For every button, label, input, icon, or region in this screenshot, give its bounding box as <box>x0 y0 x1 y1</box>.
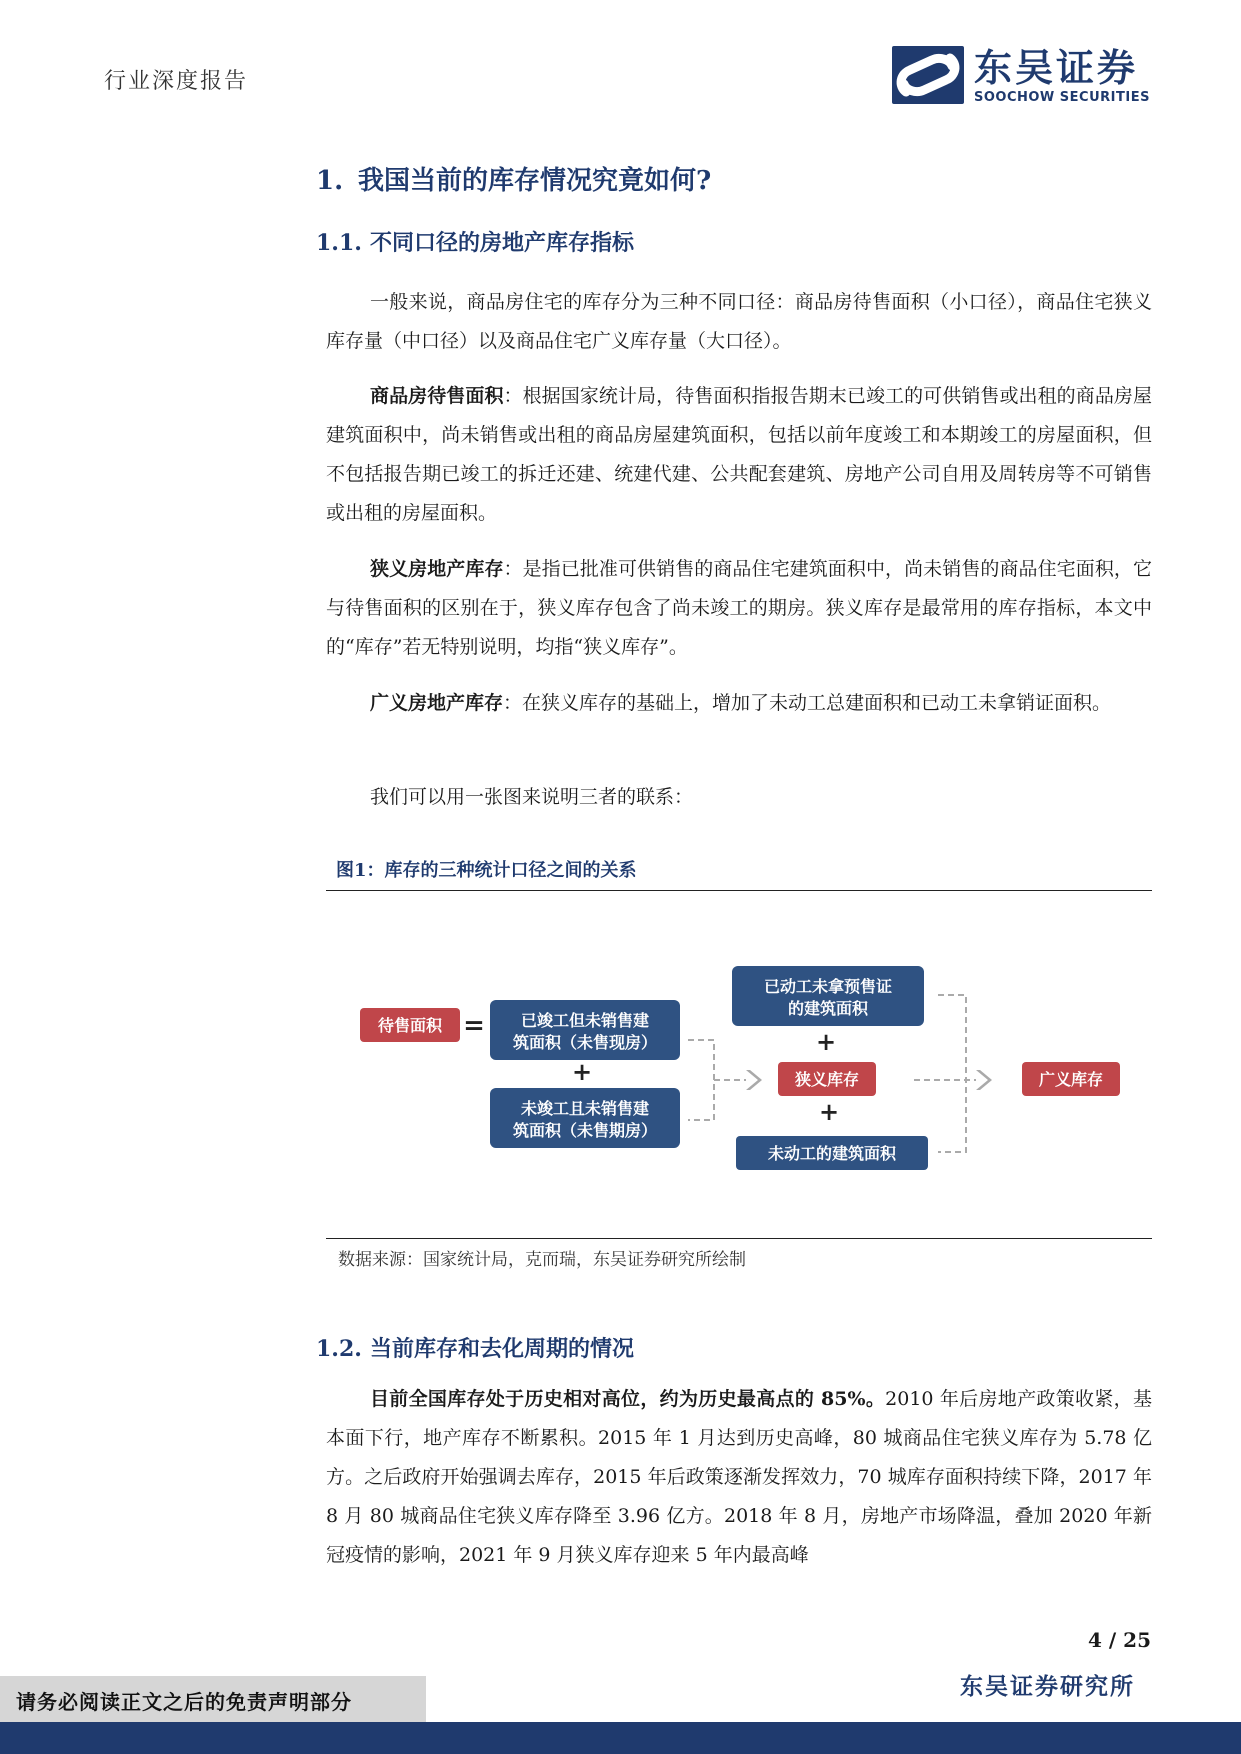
definition-paragraph-xiayi <box>326 550 1152 667</box>
soochow-logo-icon <box>892 46 964 104</box>
term: 商品房待售面积 <box>370 385 504 407</box>
key-finding: 目前全国库存处于历史相对高位，约为历史最高点的 85%。 <box>370 1388 886 1410</box>
box-guangyi-label: 广义库存 <box>1038 1070 1104 1089</box>
page-number: 4 / 25 <box>1088 1628 1151 1652</box>
section-1-1-heading <box>316 226 634 257</box>
section-title: 我国当前的库存情况究竟如何? <box>358 166 712 196</box>
figure-source: 数据来源：国家统计局，克而瑞，东吴证券研究所绘制 <box>338 1250 746 1270</box>
chevron-right-icon <box>976 1070 992 1090</box>
figure-bottom-rule <box>326 1238 1152 1239</box>
current-inventory-paragraph <box>326 1380 1152 1575</box>
box-yidonggong-line2: 的建筑面积 <box>787 999 869 1018</box>
box-yidonggong-line1: 已动工未拿预售证 <box>763 977 893 996</box>
logo-chinese-name: 东吴证券 <box>974 46 1139 90</box>
definition-paragraph-daishou <box>326 377 1152 533</box>
section-title: 不同口径的房地产库存指标 <box>370 230 635 256</box>
box-xianfang-line2: 筑面积（未售现房） <box>512 1033 658 1052</box>
logo-english-name: SOOCHOW SECURITIES <box>974 90 1150 105</box>
report-type-label: 行业深度报告 <box>104 69 249 94</box>
section-1-2-heading <box>316 1332 634 1363</box>
figure-title: 图1：库存的三种统计口径之间的关系 <box>336 860 637 881</box>
box-daishou-label: 待售面积 <box>377 1016 443 1035</box>
box-qifang-line1: 未竣工且未销售建 <box>520 1099 650 1118</box>
section-title: 当前库存和去化周期的情况 <box>370 1336 635 1362</box>
section-number: 1. <box>316 166 344 196</box>
chevron-right-icon <box>746 1070 762 1090</box>
box-xianfang-line1: 已竣工但未销售建 <box>520 1011 650 1030</box>
definition-text: ：根据国家统计局，待售面积指报告期末已竣工的可供销售或出租的商品房屋建筑面积中，尚未销售或出租的商品房屋建筑面积，包括以前年度竣工和本期竣工的房屋面积，但不包括报告期已竣工的拆迁还建、统建代建、公共配套建筑、房地产公司自用及周转房等不可销售或出租的房屋面积。 <box>326 385 1152 524</box>
figure-top-rule <box>326 890 1152 891</box>
equals-sign: = <box>463 1011 485 1041</box>
disclaimer-text: 请务必阅读正文之后的免责声明部分 <box>16 1690 352 1714</box>
company-logo <box>892 46 1152 108</box>
box-xiayi-label: 狭义库存 <box>794 1070 860 1089</box>
intro-paragraph: 一般来说，商品房住宅的库存分为三种不同口径：商品房待售面积（小口径），商品住宅狭义库存量（中口径）以及商品住宅广义库存量（大口径）。 <box>326 291 1152 352</box>
inventory-relationship-diagram <box>326 900 1152 1190</box>
disclaimer-banner <box>0 1676 426 1722</box>
term: 广义房地产库存 <box>370 692 504 714</box>
section-number: 1.2. <box>316 1336 362 1362</box>
plus-sign: + <box>815 1027 837 1056</box>
definition-text: ：在狭义库存的基础上，增加了未动工总建面积和已动工未拿销证面积。 <box>503 692 1112 714</box>
definition-paragraph-guangyi <box>326 684 1152 723</box>
paragraph-text: 2010 年后房地产政策收紧，基本面下行，地产库存不断累积。2015 年 1 月达到历史高峰，80 城商品住宅狭义库存为 5.78 亿方。之后政府开始强调去库存，2015 年后政策逐渐发挥效力，70 城库存面积持续下降，2017 年 8 月 80 城商品住宅狭义库存降至 3.96 亿方。2018 年 8 月，房地产市场降温，叠加 2020 年新冠疫情的影响，2021 年 9 月狭义库存迎来 5 年内最高峰 <box>326 1388 1152 1566</box>
footer-company-name: 东吴证券研究所 <box>960 1673 1135 1700</box>
figure-lead-paragraph: 我们可以用一张图来说明三者的联系： <box>370 786 694 808</box>
plus-sign: + <box>818 1097 840 1126</box>
section-number: 1.1. <box>316 230 362 256</box>
box-qifang-line2: 筑面积（未售期房） <box>512 1121 658 1140</box>
plus-sign: + <box>571 1057 593 1086</box>
footer-bar <box>0 1722 1241 1754</box>
definition-text: ：是指已批准可供销售的商品住宅建筑面积中，尚未销售的商品住宅面积，它与待售面积的区别在于，狭义库存包含了尚未竣工的期房。狭义库存是最常用的库存指标，本文中的“库存”若无特别说明，均指“狭义库存”。 <box>326 558 1152 658</box>
box-weidonggong-label: 未动工的建筑面积 <box>767 1144 897 1163</box>
section-1-heading <box>316 160 711 197</box>
term: 狭义房地产库存 <box>370 558 504 580</box>
